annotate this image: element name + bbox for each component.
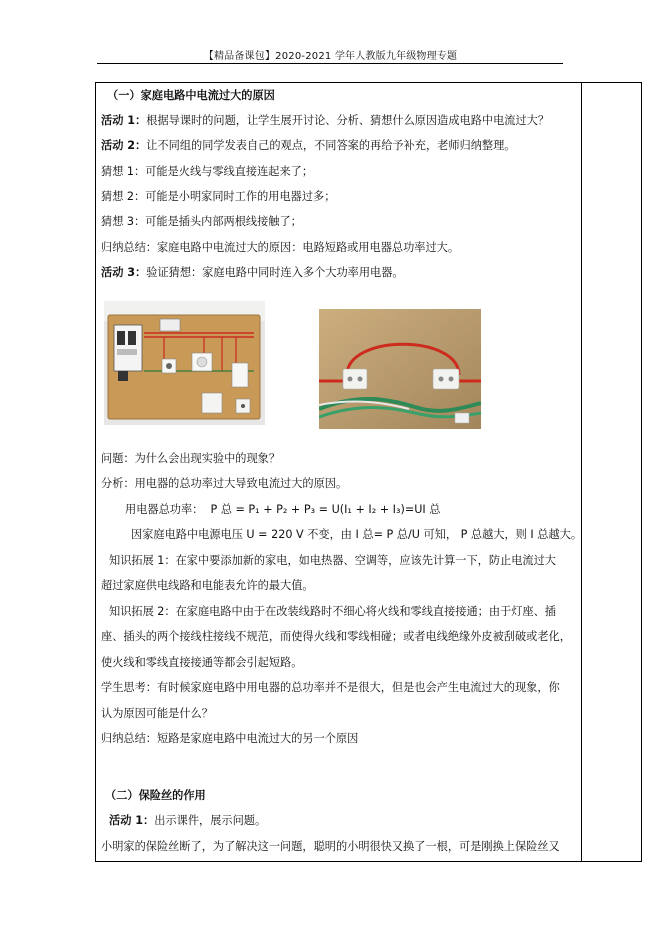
section2-activity1-line [109,814,266,828]
student-think-line2: 认为原因可能是什么？ [101,707,213,720]
activity2-text: 让不同组的同学发表自己的观点，不同答案的再给予补充，老师归纳整理。 [146,139,516,152]
formula1-prefix: 用电器总功率： [125,503,204,516]
extension2-line1: 知识拓展 2：在家庭电路中由于在改装线路时不细心将火线和零线直接接通；由于灯座、插 [109,605,556,618]
activity2-label: 活动 2： [101,139,147,152]
activity2-line [101,139,515,153]
summary1: 归纳总结：家庭电路中电流过大的原因：电路短路或用电器总功率过大。 [101,241,460,254]
activity3-line [101,266,404,280]
guess2: 猜想 2：可能是小明家同时工作的用电器过多； [101,190,336,203]
guess1: 猜想 1：可能是火线与零线直接连起来了； [101,165,314,178]
analysis: 分析：用电器的总功率过大导致电流过大的原因。 [101,477,348,490]
summary2: 归纳总结：短路是家庭电路中电流过大的另一个原因 [101,732,359,745]
formula-total-power [125,503,440,517]
activity3-text: 验证猜想：家庭电路中同时连入多个大功率用电器。 [146,266,404,279]
extension1-line1: 知识拓展 1：在家中要添加新的家电，如电热器、空调等，应该先计算一下，防止电流过大 [109,554,556,567]
extension1-line2: 超过家庭供电线路和电能表允许的最大值。 [101,579,314,592]
activity3-label: 活动 3： [101,266,147,279]
extension2-line2: 座、插头的两个接线柱接线不规范，而使得火线和零线相碰；或者电线绝缘外皮被刮破或老化， [101,630,571,643]
section2-heading: （二）保险丝的作用 [105,789,206,802]
student-think-line1: 学生思考：有时候家庭电路中用电器的总功率并不是很大，但是也会产生电流过大的现象，你 [101,681,560,694]
header-rule [97,63,563,64]
formula-current: 因家庭电路中电源电压 U = 220 V 不变，由 I 总= P 总/U 可知， P 总越大，则 I 总越大。 [131,528,583,541]
section2-activity1-label: 活动 1： [109,814,155,827]
section1-heading: （一）家庭电路中电流过大的原因 [107,89,275,102]
page-header: 【精品备课包】2020-2021 学年人教版九年级物理专题 [203,51,458,62]
question: 问题：为什么会出现实验中的现象？ [101,452,281,465]
terminal-closeup-photo [319,309,481,429]
extension2-line3: 使火线和零线直接接通等都会引起短路。 [101,656,303,669]
section2-story: 小明家的保险丝断了，为了解决这一问题，聪明的小明很快又换了一根，可是刚换上保险丝又 [101,840,560,853]
wiring-board-photo [104,301,265,425]
table-column-divider [581,83,582,861]
activity1-text: 根据导课时的问题，让学生展开讨论、分析、猜想什么原因造成电路中电流过大？ [146,114,550,127]
guess3: 猜想 3：可能是插头内部两根线接触了； [101,215,302,228]
section2-activity1-text: 出示课件，展示问题。 [154,814,267,827]
formula1-expr: P 总 = P₁ + P₂ + P₃ = U(I₁ + I₂ + I₃)=UI 总 [210,503,441,516]
activity1-label: 活动 1： [101,114,147,127]
activity1-line [101,114,549,128]
